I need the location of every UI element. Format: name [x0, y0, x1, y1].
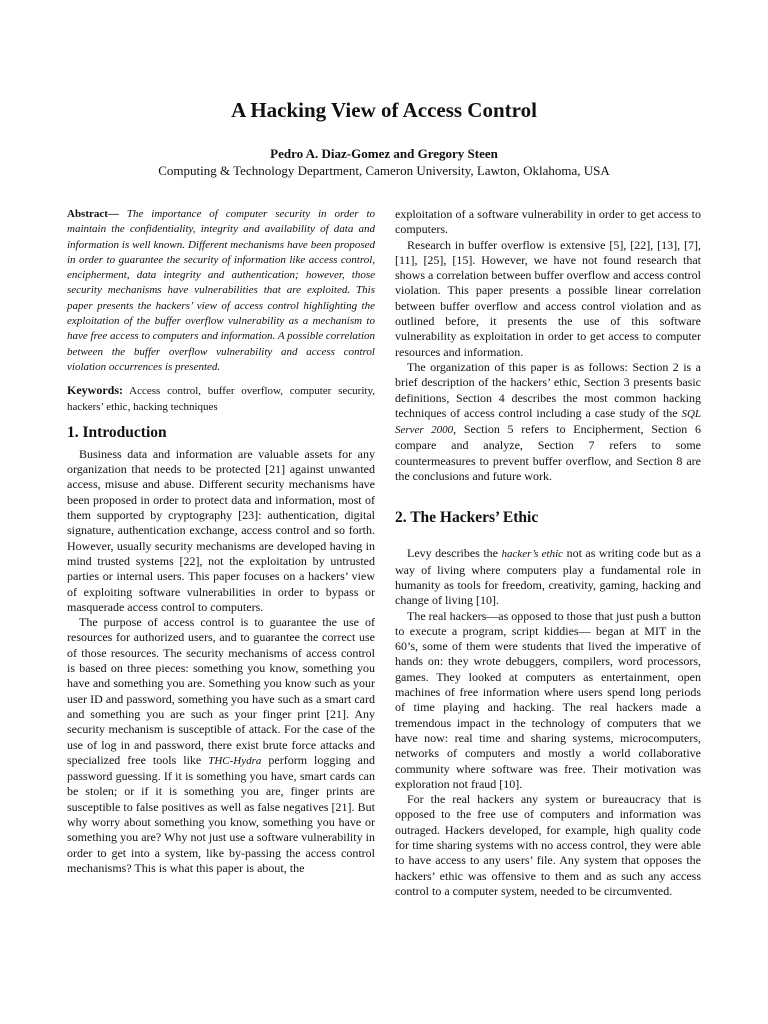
- author-names: Pedro A. Diaz-Gomez and Gregory Steen: [270, 146, 498, 161]
- sql-server-term: SQL Server 2000: [395, 407, 701, 437]
- intro-paragraph-3: Research in buffer overflow is extensive [5], [22], [13], [7], [11], [25], [15]. However, we have not found research that shows a correlation between buffer overflow and access control violation. This paper presents a possible linear correlation between buffer overflow and access control violation and as outlined before, it presents the use of this software vulnerability as exploitation in order to get access to computer resources and information.: [395, 237, 701, 359]
- hackers-ethic-term: hacker’s ethic: [501, 548, 564, 561]
- section-heading-introduction: 1. Introduction: [67, 423, 167, 441]
- intro-p4-text-b: , Section 5 refers to Encipherment, Section 6 compare and analyze, Section 7 refers to some countermeasures to prevent buffer overflow, and Section 8 are the conclusions and future work.: [395, 422, 701, 484]
- ethic-paragraph-2: The real hackers—as opposed to those that just push a button to execute a program, script kiddies— began at MIT in the 60’s, some of them were students that lived the imperative of hands on: they wrote debuggers, compilers, word processors, games. They looked at computers as entertainment, open machines of free information where users spend long periods of time playing and hacking. The real hackers made a tremendous impact in the technology of computers that we have now: real time and sharing systems, microcomputers, networks of computers and mostly a world collaborative community where software was free. Their motivation was exploration not fraud [10].: [395, 608, 701, 791]
- author-affiliation: Computing & Technology Department, Cameron University, Lawton, Oklahoma, USA: [158, 163, 610, 178]
- keywords-text: Access control, buffer overflow, computer security, hackers’ ethic, hacking techniques: [67, 385, 375, 413]
- intro-p4-text-a: The organization of this paper is as follows: Section 2 is a brief description of the hackers’ ethic, Section 3 presents basic definitions, Section 4 describes the most common hacking techniques of access control including a case study of the: [395, 359, 701, 420]
- abstract-label: Abstract—: [67, 208, 119, 220]
- right-column: [395, 207, 701, 899]
- ethic-paragraph-3: For the real hackers any system or bureaucracy that is opposed to the free use of computers and information was outraged. Hackers developed, for example, high quality code for time sharing systems with no access control, they were able to have access to any users’ file. Any system that opposes the hackers’ ethic was offensive to them and as such any access control to a computer system, needed to be circumvented.: [395, 792, 701, 898]
- ethic-paragraph-1: [395, 546, 701, 608]
- keywords: [67, 383, 375, 415]
- intro-paragraph-4: [395, 360, 701, 484]
- paper-title: A Hacking View of Access Control: [231, 98, 537, 122]
- ethic-p1-text-a: Levy describes the: [407, 546, 502, 561]
- keywords-label: Keywords:: [67, 383, 123, 398]
- abstract: [67, 207, 375, 375]
- tool-name-thc-hydra: THC-Hydra: [208, 754, 262, 767]
- intro-p2-text-a: The purpose of access control is to guarantee the use of resources for authorized users, and to guarantee the correct use of those resources. The security mechanisms of access control is based on three pieces: something you know, something you have and something you are. Something you know such as your user ID and password, something you have such as a smart card and something you are such as your finger print [21]. Any security mechanism is susceptible of attack. For the case of the use of log in and password, there exist brute force attacks and specialized free tools like: [67, 615, 375, 767]
- section-heading-hackers-ethic: 2. The Hackers’ Ethic: [395, 509, 539, 527]
- abstract-text: The importance of computer security in order to maintain the confidentiality, integrity and availability of data and information is well known. Different mechanisms have been proposed in order to guarantee the security of information like access control, encipherment, data integrity and authentication; however, those security mechanisms have vulnerabilities that are exploited. This paper presents the hackers’ view of access control highlighting the exploitation of the buffer overflow vulnerability as a mechanism to have free access to computers and information. A possible correlation between the buffer overflow vulnerability and access control violation occurrences is presented.: [67, 208, 375, 373]
- intro-p2-text-b: perform logging and password guessing. If it is something you have, smart cards can be stolen; or if it is something you are, finger prints are susceptible to false positives as well as false negatives [21]. But why worry about something you know, something you have or something you are? Why not just use a software vulnerability in order to get into a system, like by-passing the access control mechanisms? This is what this paper is about, the: [67, 752, 375, 875]
- intro-paragraph-1: Business data and information are valuable assets for any organization that needs to be protected [21] against unwanted access, misuse and abuse. Different security mechanisms have been proposed in order to protect data and information, most of them supported by cryptography [23]: authentication, digital signature, authentication exchange, access control and so forth. However, usually security mechanisms are developed having in mind trusted systems [22], not the exploitation by untrusted parties or internal users. This paper focuses on a hackers’ view of exploiting software vulnerabilities in order to bypass or masquerade access control to computers.: [67, 446, 375, 614]
- intro-paragraph-2-continued: exploitation of a software vulnerability in order to get access to computers.: [395, 207, 701, 237]
- left-column: [67, 207, 375, 876]
- ethic-p1-text-b: not as writing code but as a way of living where computers play a fundamental role in humanity as tools for freedom, creativity, gaming, hacking and change of living [10].: [395, 546, 701, 608]
- intro-paragraph-2: [67, 615, 375, 876]
